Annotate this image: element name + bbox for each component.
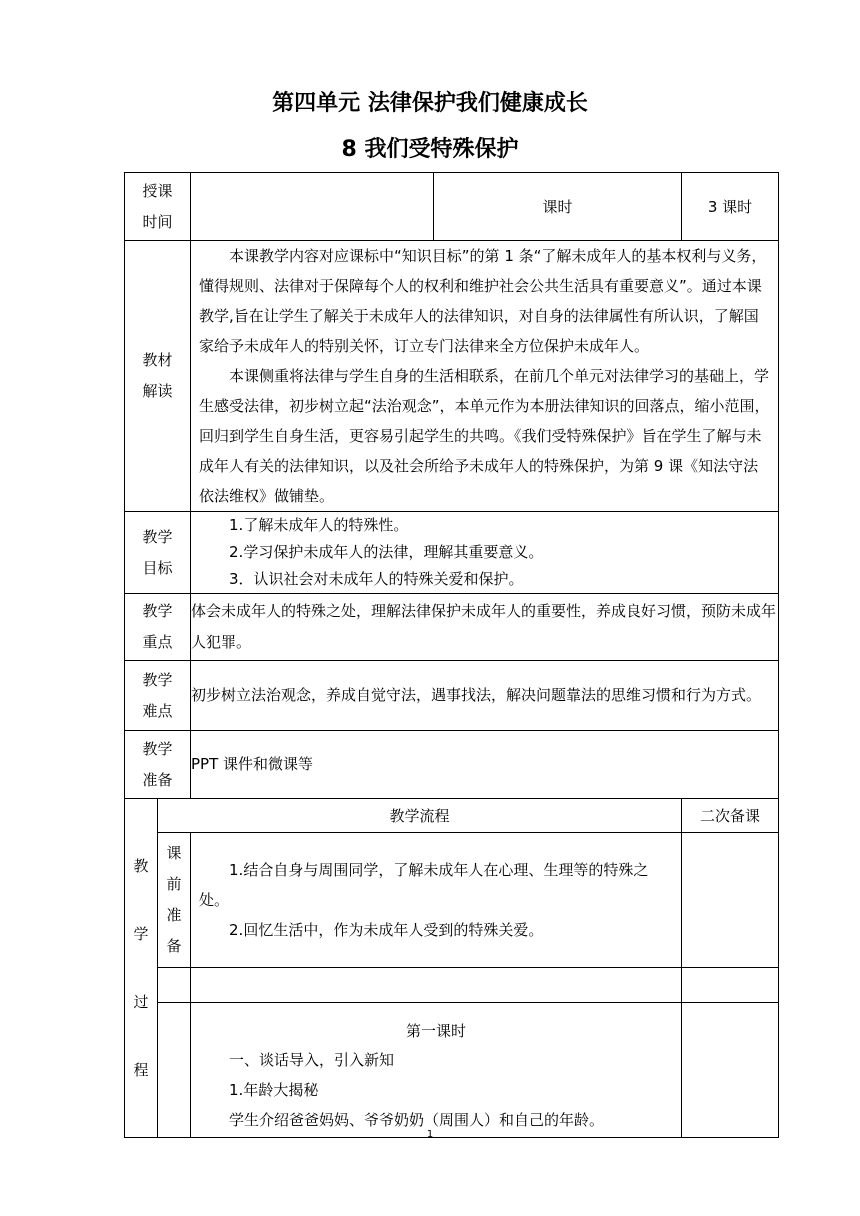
preparation-row [125,731,779,799]
pre-class-row [125,833,779,968]
lesson-one-revision [682,1003,779,1138]
analysis-paragraph: 本课侧重将法律与学生自身的生活相联系，在前几个单元对法律学习的基础上，学生感受法律，初步树立起“法治观念”，本单元作为本册法律知识的回落点，缩小范围，回归到学生自身生活，更容易引起学生的共鸣。《我们受特殊保护》旨在学生了解与未成年人有关的法律知识，以及社会所给予未成年人的特殊保护，为第 9 课《知法守法 依法维权》做铺垫。 [199,367,774,505]
textbook-analysis-content [191,241,779,512]
key-points-content: 体会未成年人的特殊之处，理解法律保护未成年人的重要性，养成良好习惯，预防未成年人犯罪。 [191,594,779,661]
key-points-row [125,594,779,661]
teaching-process-label: 教 学 过 程 [125,799,158,1138]
lesson-activity: 学生介绍爸爸妈妈、爷爷奶奶（周围人）和自己的年龄。 [229,1111,605,1129]
pre-class-item: 1.结合自身与周围同学，了解未成年人在心理、生理等的特殊之处。 [199,861,649,909]
goal-item: 1.了解未成年人的特殊性。 [229,516,409,534]
lesson-section: 一、谈话导入，引入新知 [229,1051,395,1069]
lesson-one-content [191,1003,682,1138]
key-points-label: 教学 重点 [125,594,191,661]
lesson-plan-table [124,172,779,1138]
lesson-one-title: 第一课时 [406,1022,467,1040]
pre-class-revision [682,833,779,968]
difficulties-content: 初步树立法治观念，养成自觉守法，遇事找法，解决问题靠法的思维习惯和行为方式。 [191,661,779,731]
lesson-title: 8 我们受特殊保护 [341,137,519,162]
pre-class-content [191,833,682,968]
revision-header: 二次备课 [682,799,779,833]
difficulties-row [125,661,779,731]
pre-class-item: 2.回忆生活中，作为未成年人受到的特殊关爱。 [229,921,544,939]
teaching-goals-row [125,512,779,594]
teaching-time-value [191,173,434,241]
pre-class-label: 课 前 准 备 [158,833,191,968]
class-hours-value: 3 课时 [682,173,779,241]
textbook-analysis-label: 教材 解读 [125,241,191,512]
process-header-row [125,799,779,833]
goal-item: 3．认识社会对未成年人的特殊关爱和保护。 [229,570,524,588]
goal-item: 2.学习保护未成年人的法律，理解其重要意义。 [229,543,544,561]
teaching-goals-label: 教学 目标 [125,512,191,594]
teaching-time-label: 授课 时间 [125,173,191,241]
preparation-label: 教学 准备 [125,731,191,799]
analysis-paragraph: 本课教学内容对应课标中“知识目标”的第 1 条“了解未成年人的基本权利与义务，懂得规则、法律对于保障每个人的权利和维护社会公共生活具有重要意义”。通过本课教学,旨在让学生了解关于未成年人的法律知识，对自身的法律属性有所认识，了解国家给予未成年人的特别关怀，订立专门法律来全方位保护未成年人。 [199,247,767,355]
teaching-time-row [125,173,779,241]
unit-title: 第四单元 法律保护我们健康成长 [272,91,588,116]
lesson-one-row [125,1003,779,1138]
process-header: 教学流程 [158,799,682,833]
page-number: 1 [426,1129,434,1140]
class-hours-label: 课时 [434,173,682,241]
textbook-analysis-row [125,241,779,512]
teaching-goals-content [191,512,779,594]
empty-row [125,968,779,1003]
difficulties-label: 教学 难点 [125,661,191,731]
preparation-content: PPT 课件和微课等 [191,731,779,799]
lesson-step: 1.年龄大揭秘 [229,1081,319,1099]
